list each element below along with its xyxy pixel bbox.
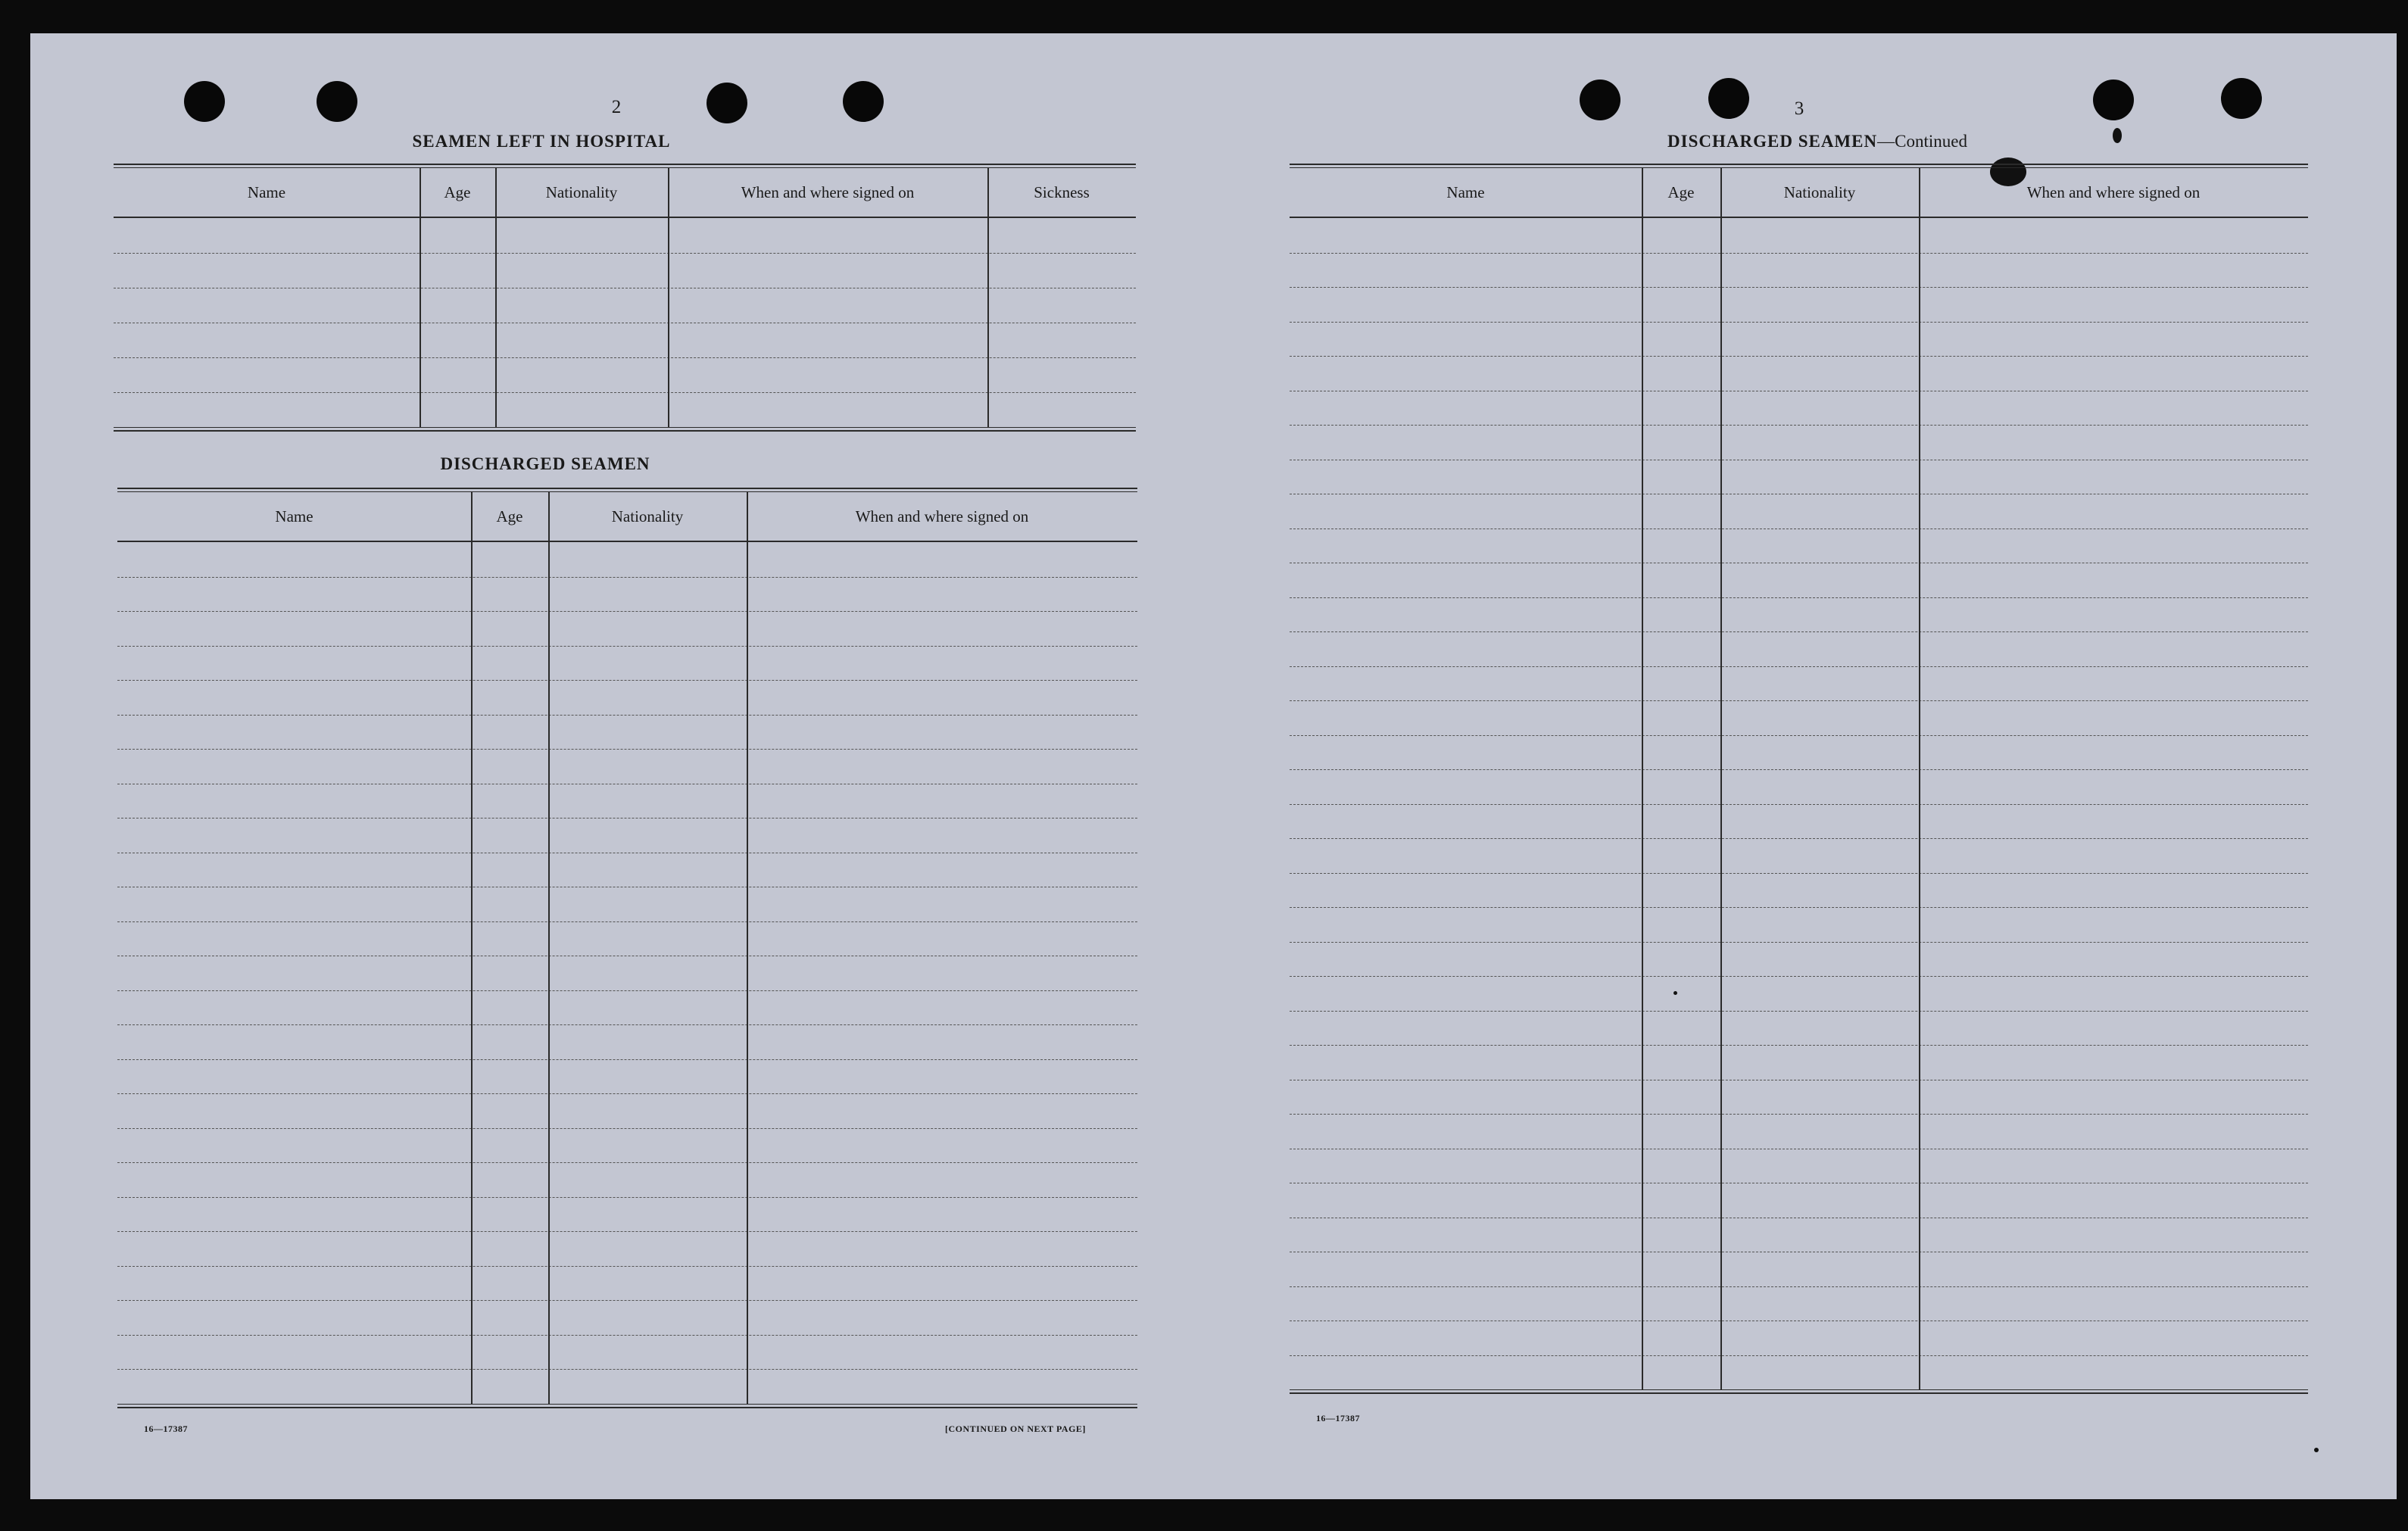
table-row — [1290, 322, 2308, 323]
col-header-name: Name — [247, 182, 286, 201]
table-row — [117, 990, 1137, 991]
table-row — [1290, 666, 2308, 667]
table-row — [117, 1266, 1137, 1267]
punch-hole — [184, 81, 225, 122]
table-row — [117, 1197, 1137, 1198]
col-header-signed-on: When and where signed on — [855, 507, 1029, 525]
page-number-right: 3 — [1794, 98, 1804, 119]
discharged-table-left — [117, 488, 1137, 1449]
discharged-continued-title-suffix: —Continued — [1877, 132, 1967, 151]
punch-hole — [317, 81, 357, 122]
table-row — [1290, 287, 2308, 288]
punch-hole — [2093, 80, 2134, 120]
table-bottom-rule — [1290, 1389, 2308, 1394]
punch-hole — [843, 81, 884, 122]
col-header-nationality: Nationality — [545, 182, 618, 201]
col-header-signed-on: When and where signed on — [2026, 182, 2201, 201]
table-bottom-rule — [117, 1404, 1137, 1408]
table-row — [1290, 907, 2308, 908]
table-row — [117, 1369, 1137, 1370]
col-header-age: Age — [496, 507, 523, 525]
col-header-nationality: Nationality — [1783, 182, 1856, 201]
table-row — [1290, 1114, 2308, 1115]
table-row — [117, 818, 1137, 819]
table-row — [1290, 804, 2308, 805]
column-divider — [668, 168, 669, 427]
col-header-age: Age — [1667, 182, 1695, 201]
ink-speck — [2314, 1448, 2319, 1452]
table-row — [1290, 356, 2308, 357]
column-divider — [471, 492, 473, 1404]
table-row — [1290, 253, 2308, 254]
punch-hole — [2221, 78, 2262, 119]
column-divider — [548, 492, 550, 1404]
table-row — [114, 357, 1136, 358]
table-row — [1290, 1045, 2308, 1046]
column-divider — [987, 168, 989, 427]
table-row — [117, 1335, 1137, 1336]
table-row — [117, 1162, 1137, 1163]
discharged-continued-title-main: DISCHARGED SEAMEN — [1667, 132, 1878, 151]
table-row — [114, 253, 1136, 254]
table-row — [1290, 873, 2308, 874]
table-row — [1290, 1286, 2308, 1287]
hospital-section-title: SEAMEN LEFT IN HOSPITAL — [412, 132, 671, 151]
table-row — [1290, 976, 2308, 977]
discharged-section-title: DISCHARGED SEAMEN — [440, 454, 650, 473]
col-header-age: Age — [444, 182, 471, 201]
column-divider — [1642, 168, 1643, 1389]
table-row — [117, 646, 1137, 647]
table-row — [1290, 597, 2308, 598]
table-row — [1290, 1011, 2308, 1012]
col-header-nationality: Nationality — [611, 507, 684, 525]
column-divider — [420, 168, 421, 427]
form-number-left: 16—17387 — [144, 1423, 188, 1434]
table-row — [117, 680, 1137, 681]
hospital-table-header — [114, 168, 1136, 218]
hospital-table — [114, 164, 1136, 429]
column-divider — [1720, 168, 1722, 1389]
table-row — [1290, 425, 2308, 426]
column-divider — [747, 492, 748, 1404]
table-row — [117, 1231, 1137, 1232]
table-bottom-rule — [114, 427, 1136, 432]
discharged-table-header — [117, 492, 1137, 542]
col-header-name: Name — [275, 507, 313, 525]
table-row — [1290, 735, 2308, 736]
punch-hole — [1708, 78, 1749, 119]
ledger-sheet — [30, 33, 2397, 1499]
punch-hole — [1580, 80, 1620, 120]
col-header-sickness: Sickness — [1034, 182, 1090, 201]
col-header-name: Name — [1446, 182, 1485, 201]
table-row — [117, 921, 1137, 922]
table-row — [117, 715, 1137, 716]
column-divider — [1919, 168, 1920, 1389]
table-row — [117, 611, 1137, 612]
table-row — [117, 1093, 1137, 1094]
table-row — [117, 577, 1137, 578]
table-row — [114, 392, 1136, 393]
table-row — [117, 749, 1137, 750]
continued-note: [CONTINUED ON NEXT PAGE] — [945, 1423, 1086, 1434]
page-number-left: 2 — [611, 97, 622, 117]
table-row — [1290, 769, 2308, 770]
table-row — [117, 1024, 1137, 1025]
column-divider — [495, 168, 497, 427]
ink-speck — [2113, 128, 2122, 143]
discharged-continued-table-header — [1290, 168, 2308, 218]
table-row — [1290, 942, 2308, 943]
table-row — [117, 1300, 1137, 1301]
table-row — [117, 1128, 1137, 1129]
table-row — [1290, 838, 2308, 839]
table-row — [117, 1059, 1137, 1060]
punch-hole — [706, 83, 747, 123]
col-header-signed-on: When and where signed on — [741, 182, 915, 201]
discharged-continued-title — [1575, 132, 2060, 151]
table-row — [1290, 631, 2308, 632]
form-number-right: 16—17387 — [1316, 1413, 1360, 1423]
discharged-table-right — [1290, 164, 2308, 1420]
table-row — [1290, 700, 2308, 701]
table-row — [1290, 1355, 2308, 1356]
